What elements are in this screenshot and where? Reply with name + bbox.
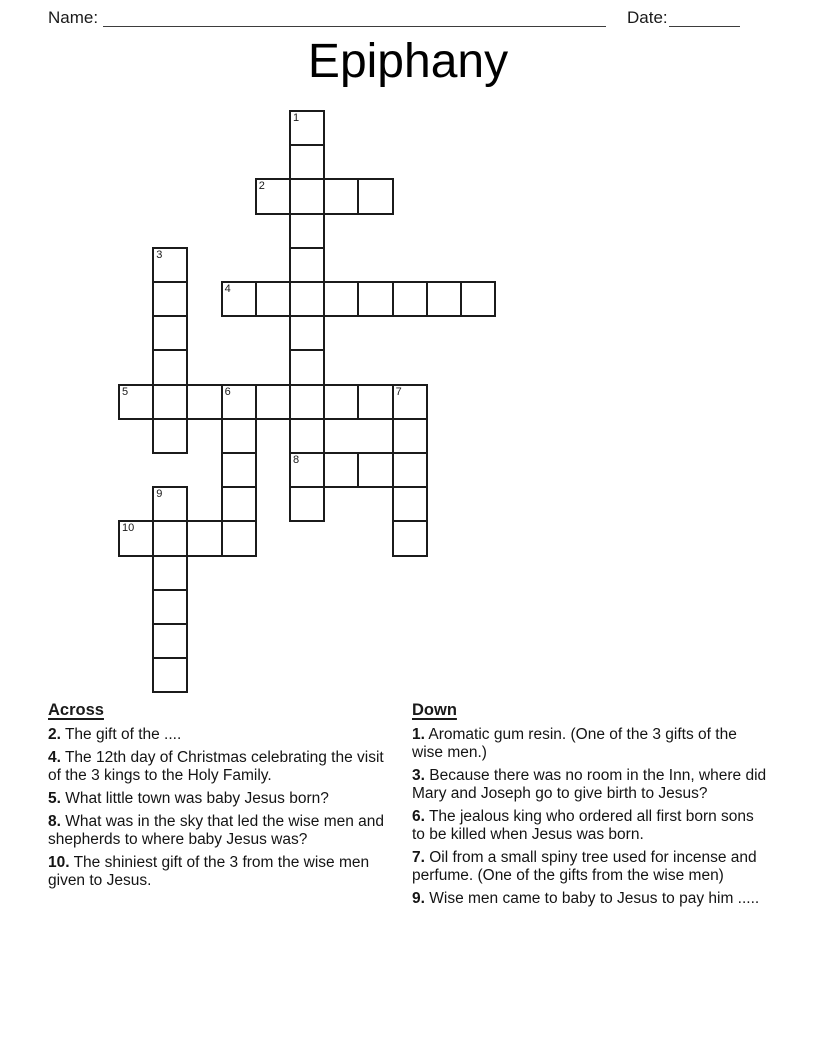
- cell-number: 9: [156, 488, 163, 501]
- grid-cell-8[interactable]: [289, 452, 325, 488]
- clue-number: 7.: [412, 849, 425, 866]
- grid-cell[interactable]: [186, 520, 222, 556]
- clue-text: The 12th day of Christmas celebrating the visit of the 3 kings to the Holy Family.: [48, 749, 384, 784]
- cell-number: 8: [293, 454, 300, 466]
- down-clue-1: [412, 726, 769, 762]
- grid-cell-10[interactable]: [118, 520, 154, 556]
- grid-cell[interactable]: [392, 281, 428, 317]
- cell-number: 5: [122, 385, 129, 398]
- grid-cell[interactable]: [323, 281, 359, 317]
- grid-cell[interactable]: [221, 520, 257, 556]
- clue-text: The shiniest gift of the 3 from the wise men given to Jesus.: [48, 854, 370, 889]
- cell-number: 2: [258, 180, 265, 193]
- grid-cell[interactable]: [323, 178, 359, 214]
- across-clues-section: [48, 701, 388, 895]
- cell-number: 4: [224, 283, 231, 295]
- grid-cell[interactable]: [152, 418, 188, 454]
- grid-cell[interactable]: [357, 281, 393, 317]
- grid-cell[interactable]: [289, 384, 325, 420]
- grid-cell-1[interactable]: [289, 110, 325, 146]
- page-title: Epiphany: [307, 35, 509, 88]
- grid-cell[interactable]: [289, 315, 325, 351]
- clue-text: The jealous king who ordered all first born sons to be killed when Jesus was born.: [412, 808, 754, 843]
- grid-cell[interactable]: [152, 589, 188, 625]
- down-clue-6: [412, 808, 769, 844]
- grid-cell[interactable]: [323, 384, 359, 420]
- cell-number: 10: [122, 522, 135, 535]
- clue-number: 4.: [48, 749, 61, 766]
- grid-cell-6[interactable]: [221, 384, 257, 420]
- grid-cell[interactable]: [152, 657, 188, 693]
- clue-text: The gift of the ....: [64, 726, 182, 743]
- clue-number: 6.: [412, 808, 425, 825]
- clue-number: 5.: [48, 790, 61, 807]
- date-label: Date:: [627, 8, 668, 27]
- grid-cell[interactable]: [289, 281, 325, 317]
- grid-cell[interactable]: [357, 452, 393, 488]
- clue-text: Aromatic gum resin. (One of the 3 gifts of the wise men.): [412, 726, 737, 761]
- grid-cell[interactable]: [289, 247, 325, 283]
- grid-cell[interactable]: [323, 452, 359, 488]
- down-clue-7: [412, 849, 769, 885]
- grid-cell[interactable]: [186, 384, 222, 420]
- grid-cell[interactable]: [152, 555, 188, 591]
- grid-cell[interactable]: [392, 452, 428, 488]
- grid-cell[interactable]: [357, 384, 393, 420]
- grid-cell[interactable]: [289, 349, 325, 385]
- grid-cell[interactable]: [289, 144, 325, 180]
- grid-cell[interactable]: [289, 178, 325, 214]
- grid-cell[interactable]: [426, 281, 462, 317]
- cell-number: 7: [395, 385, 402, 398]
- across-clue-4: [48, 749, 388, 785]
- grid-cell[interactable]: [460, 281, 496, 317]
- grid-cell[interactable]: [152, 384, 188, 420]
- clue-text: What was in the sky that led the wise men and shepherds to where baby Jesus was?: [48, 813, 385, 848]
- clue-number: 8.: [48, 813, 61, 830]
- clue-text: Wise men came to baby to Jesus to pay him .....: [429, 890, 760, 907]
- cell-number: 1: [293, 112, 300, 124]
- grid-cell-5[interactable]: [118, 384, 154, 420]
- grid-cell[interactable]: [357, 178, 393, 214]
- across-clue-2: [48, 726, 388, 744]
- clue-number: 1.: [412, 726, 425, 743]
- down-heading: Down: [412, 701, 457, 719]
- across-clue-5: [48, 790, 388, 808]
- grid-cell[interactable]: [221, 486, 257, 522]
- clue-number: 3.: [412, 767, 425, 784]
- clue-text: What little town was baby Jesus born?: [65, 790, 329, 807]
- grid-cell[interactable]: [221, 418, 257, 454]
- across-clue-8: [48, 813, 388, 849]
- grid-cell[interactable]: [255, 384, 291, 420]
- grid-cell[interactable]: [289, 418, 325, 454]
- grid-cell-2[interactable]: [255, 178, 291, 214]
- cell-number: 6: [224, 385, 231, 398]
- grid-cell[interactable]: [152, 349, 188, 385]
- name-label: Name:: [48, 8, 99, 27]
- across-clue-10: [48, 854, 388, 890]
- clue-number: 10.: [48, 854, 70, 871]
- grid-cell-9[interactable]: [152, 486, 188, 522]
- grid-cell-3[interactable]: [152, 247, 188, 283]
- grid-cell[interactable]: [392, 418, 428, 454]
- down-clue-3: [412, 767, 769, 803]
- down-clue-9: [412, 890, 769, 908]
- grid-cell[interactable]: [152, 520, 188, 556]
- grid-cell-4[interactable]: [221, 281, 257, 317]
- grid-cell[interactable]: [289, 486, 325, 522]
- grid-cell[interactable]: [392, 486, 428, 522]
- cell-number: 3: [156, 248, 163, 261]
- clue-text: Oil from a small spiny tree used for incense and perfume. (One of the gifts from the wise men): [412, 849, 757, 884]
- grid-cell[interactable]: [392, 520, 428, 556]
- across-heading: Across: [48, 701, 104, 719]
- grid-cell[interactable]: [255, 281, 291, 317]
- clue-number: 9.: [412, 890, 425, 907]
- grid-cell[interactable]: [152, 623, 188, 659]
- grid-cell[interactable]: [289, 213, 325, 249]
- grid-cell[interactable]: [152, 315, 188, 351]
- clue-number: 2.: [48, 726, 61, 743]
- clue-text: Because there was no room in the Inn, where did Mary and Joseph go to give birth to Jesus?: [412, 767, 767, 802]
- grid-cell-7[interactable]: [392, 384, 428, 420]
- grid-cell[interactable]: [221, 452, 257, 488]
- grid-cell[interactable]: [152, 281, 188, 317]
- down-clues-section: [412, 701, 769, 913]
